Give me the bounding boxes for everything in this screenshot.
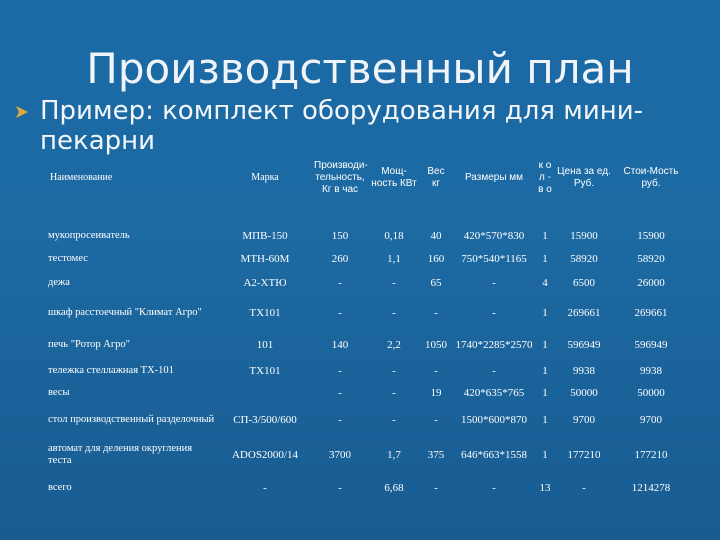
cell-cost: 50000 (637, 387, 665, 399)
cell-weight: - (434, 365, 438, 377)
cell-power: - (392, 277, 396, 289)
cell-power: 1,7 (387, 449, 401, 461)
cell-quantity: 1 (542, 365, 548, 377)
cell-dimensions: 1740*2285*2570 (455, 339, 533, 351)
cell-name: весы (48, 387, 70, 398)
cell-dimensions: 750*540*1165 (461, 253, 527, 265)
cell-name: шкаф расстоечный "Климат Агро" (48, 307, 202, 318)
cell-weight: - (434, 414, 438, 426)
cell-name: всего (48, 482, 72, 493)
cell-cost: 596949 (634, 339, 668, 351)
cell-productivity: - (338, 387, 342, 399)
table-row (48, 224, 688, 248)
table-row (48, 436, 688, 474)
cell-productivity: - (338, 482, 342, 494)
cell-brand: ТХ101 (249, 365, 281, 377)
cell-quantity: 13 (539, 482, 551, 494)
cell-dimensions: 420*570*830 (463, 230, 525, 242)
table-row (48, 248, 688, 270)
cell-unit-price: 15900 (570, 230, 598, 242)
cell-dimensions: - (492, 307, 496, 319)
header-quantity: к о л - в о (538, 160, 552, 195)
cell-unit-price: 50000 (570, 387, 598, 399)
cell-unit-price: 596949 (567, 339, 601, 351)
cell-unit-price: 6500 (573, 277, 595, 289)
cell-unit-price: - (582, 482, 586, 494)
cell-dimensions: - (492, 482, 496, 494)
cell-dimensions: 646*663*1558 (461, 449, 527, 461)
cell-productivity: 140 (331, 339, 349, 351)
header-unit-price: Цена за ед. Руб. (557, 166, 611, 189)
table-header-row (48, 132, 688, 224)
header-dimensions: Размеры мм (464, 172, 524, 183)
cell-weight: 65 (430, 277, 442, 289)
cell-dimensions: 1500*600*870 (461, 414, 527, 426)
cell-power: 6,68 (384, 482, 404, 494)
cell-productivity: 3700 (329, 449, 351, 461)
cell-productivity: - (338, 277, 342, 289)
cell-brand: МПВ-150 (242, 230, 288, 242)
cell-brand: СП-3/500/600 (233, 414, 297, 426)
cell-weight: 160 (427, 253, 445, 265)
cell-power: 0,18 (384, 230, 404, 242)
cell-brand: МТН-60М (240, 253, 290, 265)
cell-name: тележка стеллажная ТХ-101 (48, 365, 174, 376)
cell-name: автомат для деления округления теста (48, 443, 193, 466)
cell-dimensions: 420*635*765 (463, 387, 525, 399)
cell-cost: 177210 (634, 449, 668, 461)
cell-name: мукопросеиватель (48, 230, 130, 241)
cell-dimensions: - (492, 277, 496, 289)
cell-weight: 1050 (425, 339, 447, 351)
equipment-table (48, 132, 688, 502)
cell-quantity: 1 (542, 339, 548, 351)
cell-weight: 19 (430, 387, 442, 399)
cell-unit-price: 58920 (570, 253, 598, 265)
subtitle: Пример: комплект оборудования для мини-пекарни (40, 96, 644, 156)
table-row (48, 404, 688, 436)
cell-cost: 58920 (637, 253, 665, 265)
cell-power: - (392, 414, 396, 426)
header-productivity: Производи-тельность, Кг в час (314, 160, 368, 195)
header-name: Наименование (50, 172, 113, 183)
cell-quantity: 4 (542, 277, 548, 289)
cell-brand: 101 (256, 339, 274, 351)
table-row (48, 296, 688, 330)
cell-productivity: - (338, 414, 342, 426)
cell-brand: А2-ХТЮ (243, 277, 287, 289)
cell-power: 2,2 (387, 339, 401, 351)
cell-power: - (392, 365, 396, 377)
cell-quantity: 1 (542, 387, 548, 399)
bullet-arrow-icon (16, 106, 28, 118)
cell-brand: ТХ101 (249, 307, 281, 319)
cell-weight: 40 (430, 230, 442, 242)
cell-weight: - (434, 307, 438, 319)
cell-cost: 15900 (637, 230, 665, 242)
cell-quantity: 1 (542, 253, 548, 265)
table-row (48, 270, 688, 296)
header-weight: Вес кг (427, 166, 445, 189)
cell-unit-price: 269661 (567, 307, 601, 319)
table-row (48, 360, 688, 382)
cell-productivity: - (338, 365, 342, 377)
cell-name: тестомес (48, 253, 88, 264)
cell-quantity: 1 (542, 230, 548, 242)
cell-productivity: 150 (331, 230, 349, 242)
cell-name: стол производственный разделочный (48, 414, 215, 425)
cell-cost: 9938 (640, 365, 662, 377)
cell-quantity: 1 (542, 307, 548, 319)
cell-cost: 26000 (637, 277, 665, 289)
header-power: Мощ-ность КВт (371, 166, 417, 189)
header-brand: Марка (251, 172, 279, 183)
cell-weight: - (434, 482, 438, 494)
cell-dimensions: - (492, 365, 496, 377)
page-title: Производственный план (86, 44, 634, 93)
cell-unit-price: 177210 (567, 449, 601, 461)
cell-productivity: - (338, 307, 342, 319)
cell-quantity: 1 (542, 449, 548, 461)
cell-cost: 269661 (634, 307, 668, 319)
cell-brand: - (263, 482, 267, 494)
cell-cost: 1214278 (631, 482, 671, 494)
cell-brand: ADOS2000/14 (231, 449, 298, 461)
table-row (48, 330, 688, 360)
cell-cost: 9700 (640, 414, 662, 426)
cell-power: - (392, 307, 396, 319)
cell-brand (218, 382, 312, 404)
cell-power: 1,1 (387, 253, 401, 265)
cell-name: дежа (48, 277, 70, 288)
table-row (48, 474, 688, 502)
cell-unit-price: 9938 (573, 365, 595, 377)
table-row (48, 382, 688, 404)
cell-quantity: 1 (542, 414, 548, 426)
cell-unit-price: 9700 (573, 414, 595, 426)
header-cost: Стои-Мость руб. (623, 166, 679, 189)
cell-weight: 375 (427, 449, 445, 461)
cell-productivity: 260 (331, 253, 349, 265)
cell-power: - (392, 387, 396, 399)
cell-name: печь "Ротор Агро" (48, 339, 130, 350)
